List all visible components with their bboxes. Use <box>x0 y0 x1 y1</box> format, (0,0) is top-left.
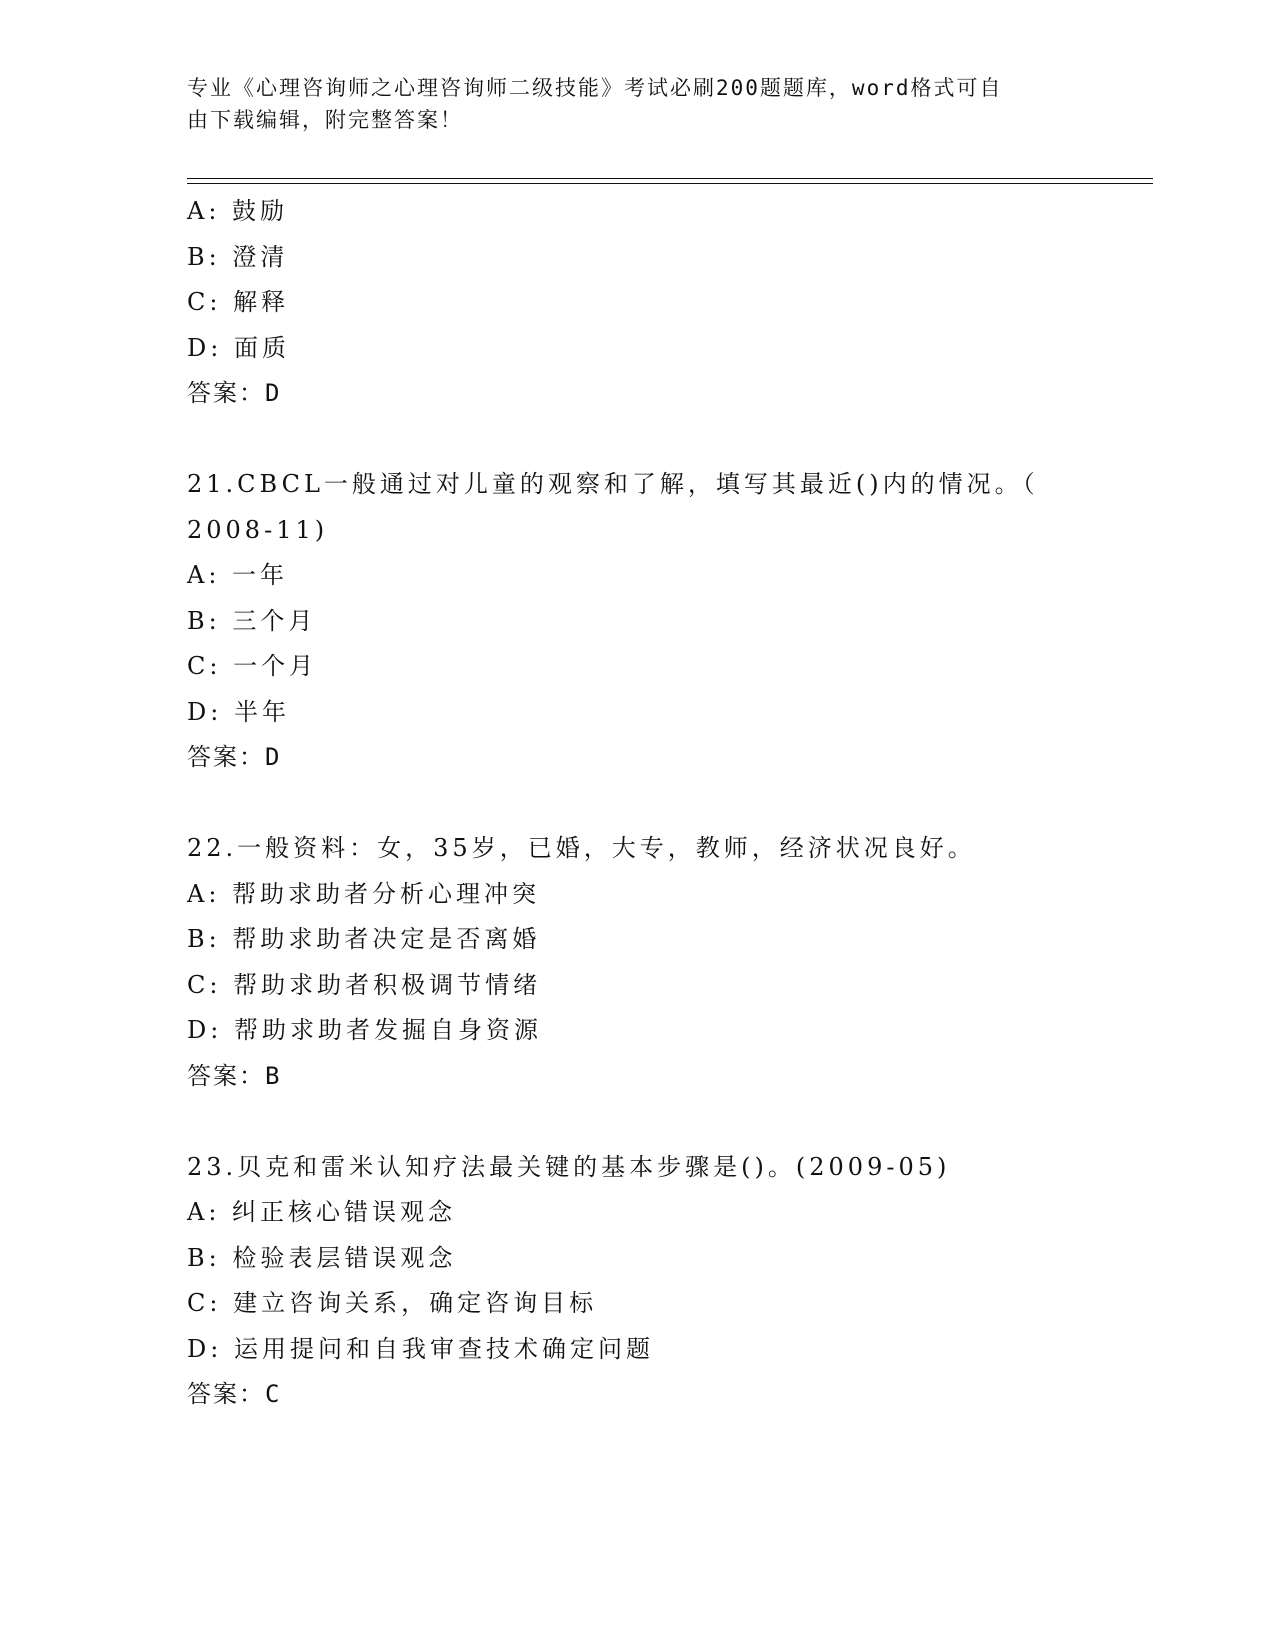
spacer <box>187 417 1087 463</box>
option-b: B: 检验表层错误观念 <box>187 1243 457 1272</box>
question-20 <box>187 189 1087 417</box>
answer: 答案：D <box>187 743 282 771</box>
option-a: A: 一年 <box>187 561 289 589</box>
option-c: C: 一个月 <box>187 652 318 680</box>
header-rule-top <box>187 178 1153 179</box>
header-rule-bottom <box>187 183 1153 184</box>
option-a: A: 纠正核心错误观念 <box>187 1198 457 1226</box>
answer: 答案：B <box>187 1061 282 1090</box>
option-b: B: 澄清 <box>187 242 289 271</box>
option-a: A: 鼓励 <box>187 197 289 225</box>
option-b: B: 帮助求助者决定是否离婚 <box>187 925 541 953</box>
spacer <box>187 1099 1087 1145</box>
option-d: D: 运用提问和自我审查技术确定问题 <box>187 1334 654 1363</box>
option-d: D: 面质 <box>187 333 290 362</box>
option-c: C: 帮助求助者积极调节情绪 <box>187 970 542 999</box>
option-b: B: 三个月 <box>187 606 317 635</box>
option-d: D: 帮助求助者发掘自身资源 <box>187 1016 542 1044</box>
option-d: D: 半年 <box>187 697 290 726</box>
question-stem: 22.一般资料：女，35岁，已婚，大专，教师，经济状况良好。 <box>187 834 976 862</box>
answer: 答案：C <box>187 1380 282 1408</box>
question-stem: 23.贝克和雷米认知疗法最关键的基本步骤是()。(2009-05) <box>187 1152 951 1181</box>
header-line-1: 专业《心理咨询师之心理咨询师二级技能》考试必刷200题题库，word格式可自 <box>187 76 1003 100</box>
question-stem: 21.CBCL一般通过对儿童的观察和了解，填写其最近()内的情况。（ <box>187 470 1039 498</box>
question-23 <box>187 1145 1087 1418</box>
spacer <box>187 781 1087 827</box>
document-header <box>187 72 1067 136</box>
answer: 答案：D <box>187 379 282 407</box>
question-21 <box>187 462 1087 781</box>
question-22 <box>187 826 1087 1099</box>
option-c: C: 解释 <box>187 288 290 316</box>
option-c: C: 建立咨询关系，确定咨询目标 <box>187 1289 598 1317</box>
header-line-2: 由下载编辑，附完整答案！ <box>187 108 463 132</box>
question-stem-continued: 2008-11) <box>187 515 329 544</box>
option-a: A: 帮助求助者分析心理冲突 <box>187 879 541 908</box>
question-list <box>187 189 1087 1418</box>
